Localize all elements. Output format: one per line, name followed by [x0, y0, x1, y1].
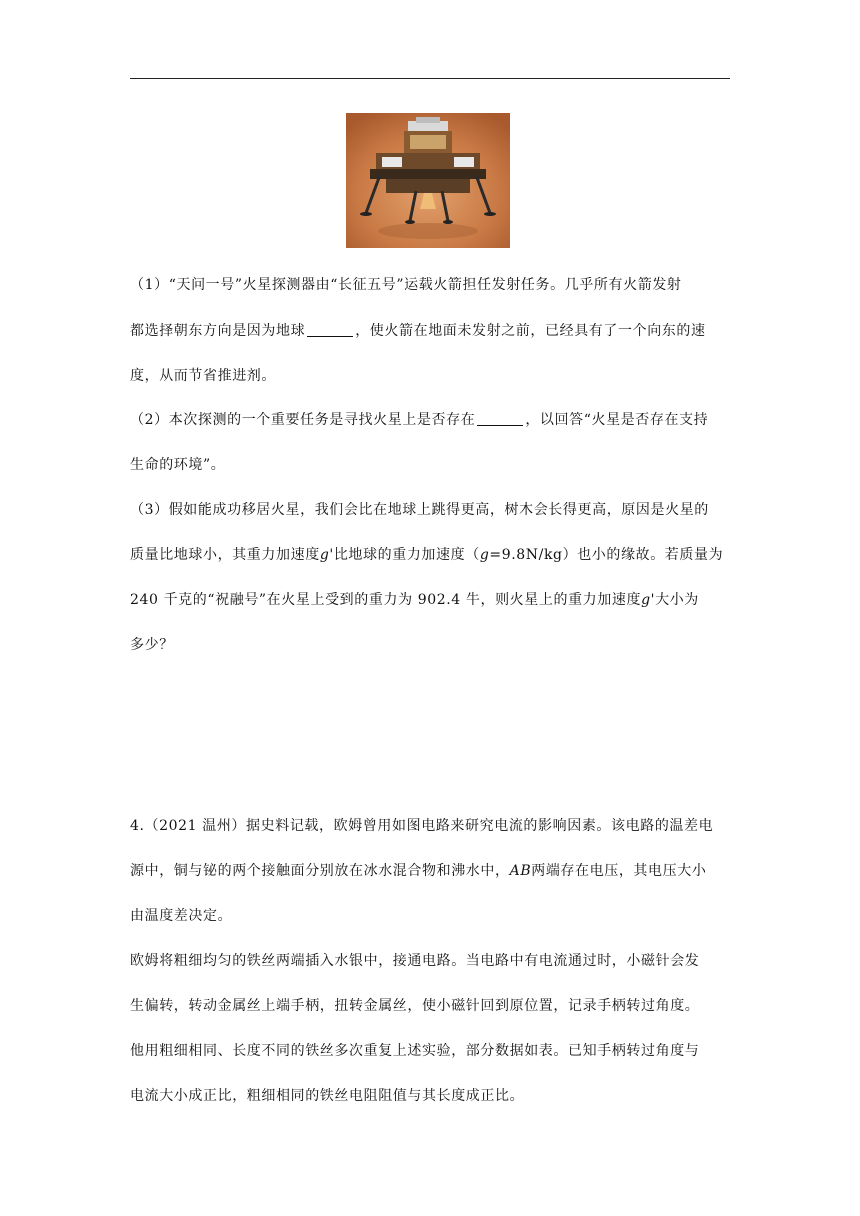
q3-part3-line2 [130, 545, 740, 565]
q4-text: 欧姆将粗细均匀的铁丝两端插入水银中，接通电路。当电路中有电流通过时，小磁针会发 [130, 953, 700, 969]
q4-line6 [130, 1041, 740, 1061]
q4-text: 4.（2021 温州）据史料记载，欧姆曾用如图电路来研究电流的影响因素。该电路的温差电 [130, 818, 714, 834]
q4-text: 由温度差决定。 [130, 908, 233, 924]
q3-part3-line3 [130, 590, 740, 610]
q3-part1-line2 [130, 321, 740, 341]
ab-label: AB [509, 863, 532, 879]
q3-part1-text: （1）“天问一号”火星探测器由“长征五号”运载火箭担任发射任务。几乎所有火箭发射 [130, 277, 682, 293]
q3-part3-line1 [130, 500, 740, 520]
q4-text: 他用粗细相同、长度不同的铁丝多次重复上述实验，部分数据如表。已知手柄转过角度与 [130, 1043, 700, 1059]
g-prime-symbol: g' [319, 547, 334, 563]
q3-part2-line1 [130, 410, 740, 430]
q3-part2-text: ，以回答“火星是否存在支持 [525, 412, 709, 428]
header-rule [130, 78, 730, 79]
q3-part3-text: 大小为 [655, 592, 699, 608]
q4-line1 [130, 816, 740, 836]
q4-text: 电流大小成正比，粗细相同的铁丝电阻阻值与其长度成正比。 [130, 1088, 525, 1104]
q4-line7 [130, 1086, 740, 1106]
q4-line3 [130, 906, 740, 926]
q4-line4 [130, 951, 740, 971]
q3-part1-line1 [130, 275, 740, 295]
q3-part3-text: 多少？ [130, 637, 174, 653]
q3-part2-text: （2）本次探测的一个重要任务是寻找火星上是否存在 [130, 412, 476, 428]
q3-part1-text: ，使火箭在地面未发射之前，已经具有了一个向东的速 [355, 323, 706, 339]
answer-blank[interactable] [307, 322, 353, 337]
answer-blank[interactable] [477, 411, 523, 426]
g-prime-symbol: g' [641, 592, 656, 608]
q3-part2-line2 [130, 455, 740, 475]
q3-part3-line4 [130, 635, 740, 655]
q3-part3-text: 240 千克的“祝融号”在火星上受到的重力为 902.4 牛，则火星上的重力加速度 [130, 592, 642, 608]
g-symbol: g [479, 547, 490, 563]
mars-lander-image [346, 113, 510, 248]
q3-part2-text: 生命的环境”。 [130, 457, 226, 473]
q3-part1-line3 [130, 366, 740, 386]
q4-line2 [130, 861, 740, 881]
q3-part3-text: =9.8N/kg）也小的缘故。若质量为 [489, 547, 724, 563]
q4-line5 [130, 996, 740, 1016]
q3-part3-text: 质量比地球小，其重力加速度 [130, 547, 320, 563]
q4-text: 源中，铜与铋的两个接触面分别放在冰水混合物和沸水中， [130, 863, 510, 879]
q4-text: 生偏转，转动金属丝上端手柄，扭转金属丝，使小磁针回到原位置，记录手柄转过角度。 [130, 998, 700, 1014]
q4-text: 两端存在电压，其电压大小 [531, 863, 707, 879]
q3-part3-text: 比地球的重力加速度（ [333, 547, 480, 563]
q3-part1-text: 度，从而节省推进剂。 [130, 368, 276, 384]
q3-part3-text: （3）假如能成功移居火星，我们会比在地球上跳得更高，树木会长得更高，原因是火星的 [130, 502, 709, 518]
q3-part1-text: 都选择朝东方向是因为地球 [130, 323, 306, 339]
